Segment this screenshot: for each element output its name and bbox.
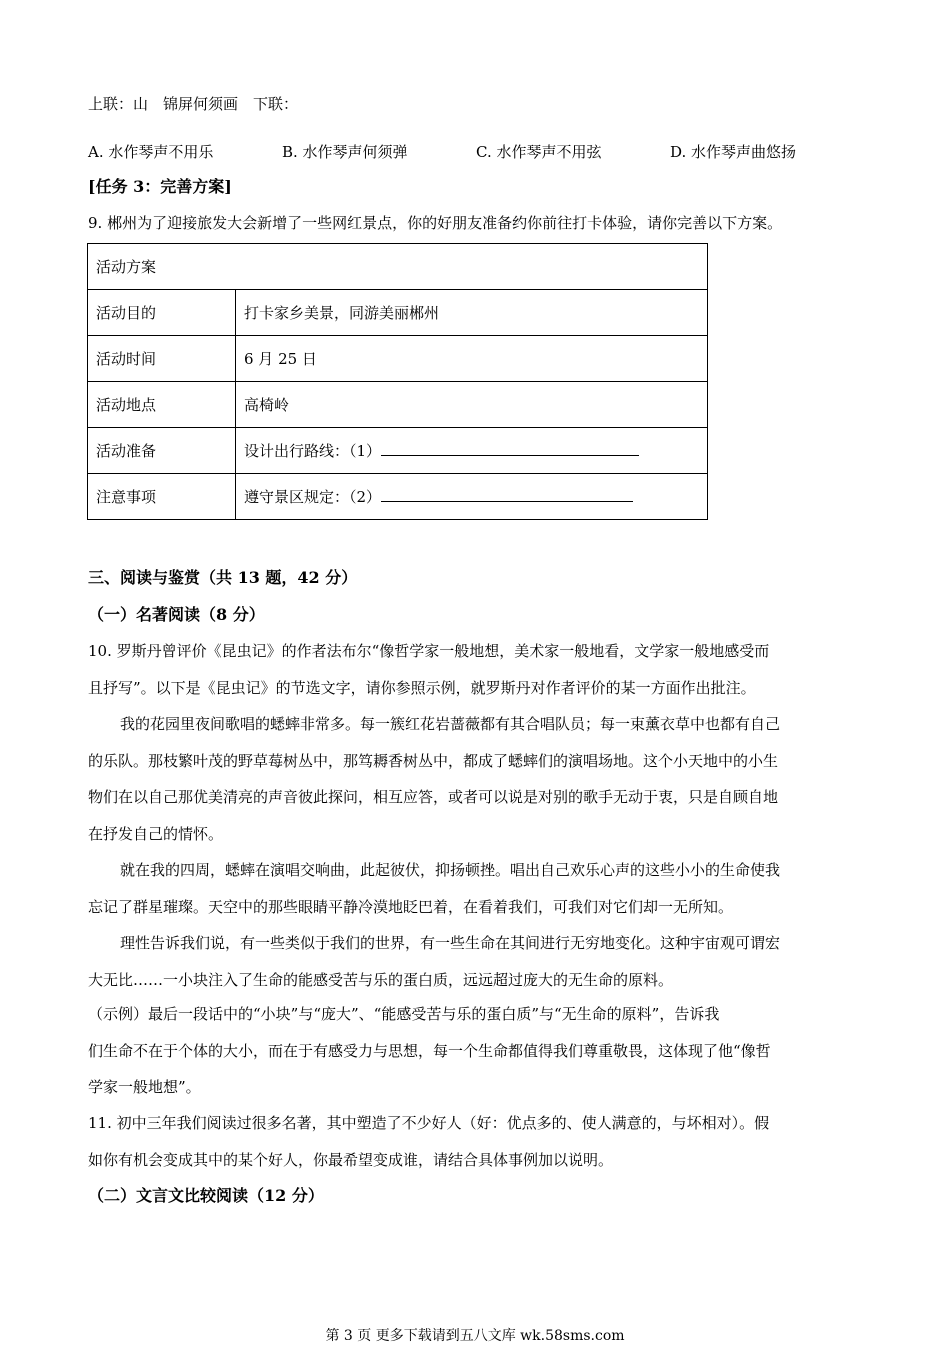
- row-label: 注意事项: [88, 474, 236, 520]
- passage-line: 理性告诉我们说，有一些类似于我们的世界，有一些生命在其间进行无穷地变化。这种宇宙观可谓宏: [120, 934, 781, 952]
- q11-line: 如你有机会变成其中的某个好人，你最希望变成谁，请结合具体事例加以说明。: [88, 1151, 614, 1169]
- table-row: [88, 474, 708, 520]
- table-row: [88, 290, 708, 336]
- example-line: 学家一般地想”。: [88, 1078, 201, 1096]
- passage-line: 就在我的四周，蟋蟀在演唱交响曲，此起彼伏，抑扬顿挫。唱出自己欢乐心声的这些小小的生命使我: [120, 861, 781, 879]
- row-label: 活动目的: [88, 290, 236, 336]
- plan-table: [87, 243, 708, 520]
- passage-line: 我的花园里夜间歌唱的蟋蟀非常多。每一簇红花岩蔷薇都有其合唱队员；每一束薰衣草中也都有自己: [120, 715, 781, 733]
- q8-couplet: 上联：山 锦屏何须画 下联：: [88, 95, 299, 113]
- option-b: B. 水作琴声何须弹: [282, 143, 408, 161]
- page-footer: 第 3 页 更多下载请到五八文库 wk.58sms.com: [325, 1328, 625, 1344]
- passage-line: 物们在以自己那优美清亮的声音彼此探问，相互应答，或者可以说是对别的歌手无动于衷，只是自顾自地: [88, 788, 779, 806]
- passage-line: 的乐队。那枝繁叶茂的野草莓树丛中，那笃耨香树丛中，都成了蟋蟀们的演唱场地。这个小天地中的小生: [88, 752, 779, 770]
- row-value: 打卡家乡美景，同游美丽郴州: [236, 290, 708, 336]
- example-line: （示例）最后一段话中的“小块”与“庞大”、“能感受苦与乐的蛋白质”与“无生命的原料”，告诉我: [88, 1005, 720, 1023]
- row-label: 活动地点: [88, 382, 236, 428]
- section3-heading: 三、阅读与鉴赏（共 13 题，42 分）: [88, 568, 358, 587]
- q10-line: 且抒写”。以下是《昆虫记》的节选文字，请你参照示例，就罗斯丹对作者评价的某一方面作出批注。: [88, 679, 756, 697]
- row-value: 设计出行路线：（1）: [244, 442, 382, 460]
- answer-blank-2[interactable]: [381, 487, 633, 502]
- q10-line: 10. 罗斯丹曾评价《昆虫记》的作者法布尔“像哲学家一般地想，美术家一般地看，文学家一般地感受而: [88, 642, 770, 660]
- option-c: C. 水作琴声不用弦: [476, 143, 602, 161]
- table-row: [88, 382, 708, 428]
- plan-table-title: 活动方案: [88, 244, 708, 290]
- row-value: 高椅岭: [236, 382, 708, 428]
- answer-blank-1[interactable]: [381, 441, 639, 456]
- task3-heading: [任务 3：完善方案]: [88, 177, 232, 196]
- row-value: 遵守景区规定：（2）: [244, 488, 382, 506]
- sub2-heading: （二）文言文比较阅读（12 分）: [88, 1186, 324, 1205]
- row-value-cell: [236, 474, 708, 520]
- sub1-heading: （一）名著阅读（8 分）: [88, 605, 265, 624]
- q9-prompt: 9. 郴州为了迎接旅发大会新增了一些网红景点，你的好朋友准备约你前往打卡体验，请你完善以下方案。: [88, 214, 783, 232]
- row-label: 活动准备: [88, 428, 236, 474]
- option-d: D. 水作琴声曲悠扬: [670, 143, 797, 161]
- passage-line: 大无比……一小块注入了生命的能感受苦与乐的蛋白质，远远超过庞大的无生命的原料。: [88, 971, 674, 989]
- example-line: 们生命不在于个体的大小，而在于有感受力与思想，每一个生命都值得我们尊重敬畏，这体现了他“像哲: [88, 1042, 771, 1060]
- table-row: [88, 336, 708, 382]
- table-row: [88, 428, 708, 474]
- q11-line: 11. 初中三年我们阅读过很多名著，其中塑造了不少好人（好：优点多的、使人满意的，与坏相对）。假: [88, 1114, 770, 1132]
- option-a: A. 水作琴声不用乐: [88, 143, 214, 161]
- passage-line: 忘记了群星璀璨。天空中的那些眼睛平静冷漠地眨巴着，在看着我们，可我们对它们却一无所知。: [88, 898, 734, 916]
- row-value-cell: [236, 428, 708, 474]
- passage-line: 在抒发自己的情怀。: [88, 825, 224, 843]
- row-value: 6 月 25 日: [236, 336, 708, 382]
- row-label: 活动时间: [88, 336, 236, 382]
